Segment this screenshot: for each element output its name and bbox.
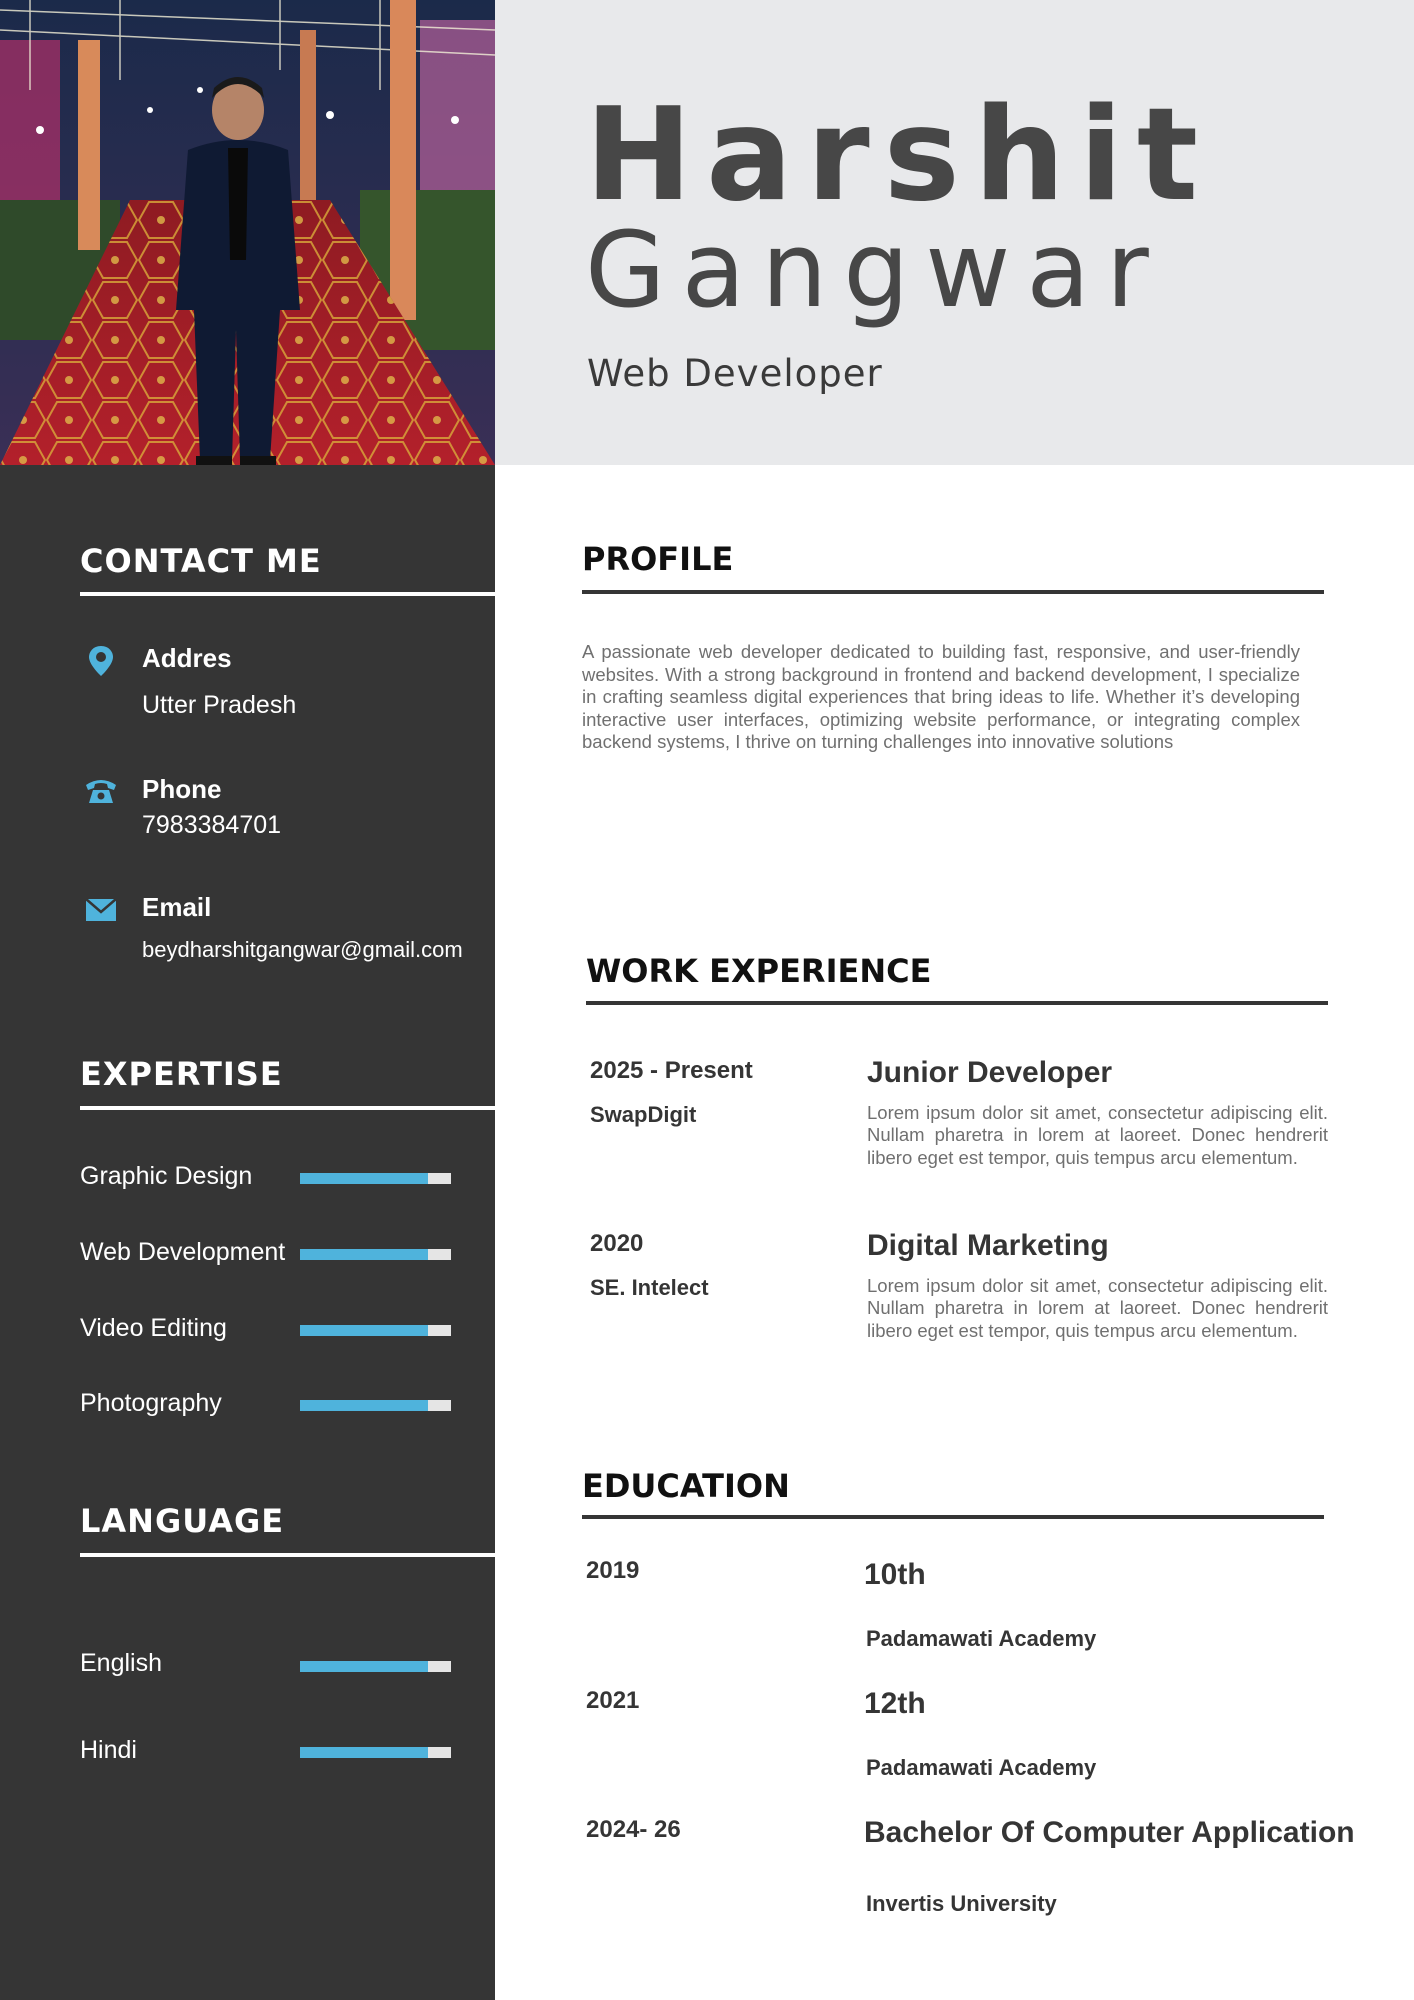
expertise-divider	[80, 1106, 495, 1110]
expertise-heading: EXPERTISE	[80, 1055, 283, 1093]
language-divider	[80, 1553, 495, 1557]
contact-divider	[80, 592, 495, 596]
job-title: Junior Developer	[867, 1056, 1113, 1089]
language-level-fill	[300, 1747, 428, 1758]
skill-level-fill	[300, 1173, 428, 1184]
language-level-bar	[300, 1747, 451, 1758]
education-divider	[582, 1515, 1324, 1519]
skill-level-bar	[300, 1400, 451, 1411]
education-year: 2021	[586, 1687, 640, 1714]
job-company: SE. Intelect	[590, 1275, 709, 1300]
phone-label: Phone	[142, 774, 222, 804]
language-label: English	[80, 1649, 162, 1677]
skill-level-bar	[300, 1325, 451, 1336]
skill-label: Graphic Design	[80, 1162, 253, 1190]
first-name: Harshit	[585, 81, 1212, 230]
language-level-fill	[300, 1661, 428, 1672]
skill-level-fill	[300, 1400, 428, 1411]
job-role: Web Developer	[587, 352, 883, 395]
education-year: 2024- 26	[586, 1816, 681, 1843]
education-heading: EDUCATION	[582, 1467, 790, 1505]
education-school: Padamawati Academy	[866, 1626, 1097, 1651]
skill-label: Photography	[80, 1389, 222, 1417]
job-date: 2025 - Present	[590, 1057, 753, 1084]
profile-photo	[0, 0, 495, 465]
education-degree: 12th	[864, 1687, 926, 1720]
profile-divider	[582, 590, 1324, 594]
education-school: Invertis University	[866, 1891, 1057, 1916]
telephone-icon	[84, 773, 118, 807]
profile-summary: A passionate web developer dedicated to building fast, responsive, and user-friendly websites. With a strong background in frontend and backend development, I specialize in crafting seamless digital experiences that bring ideas to life. Whether it’s developing interactive user interfaces, optimizing website performance, or integrating complex backend systems, I thrive on turning challenges into innovative solutions	[582, 641, 1300, 752]
contact-heading: CONTACT ME	[80, 542, 322, 580]
skill-label: Web Development	[80, 1238, 286, 1266]
job-title: Digital Marketing	[867, 1229, 1109, 1262]
job-date: 2020	[590, 1230, 644, 1257]
work-experience-heading: WORK EXPERIENCE	[586, 952, 932, 990]
work-experience-divider	[586, 1001, 1328, 1005]
language-level-bar	[300, 1661, 451, 1672]
email-value[interactable]: beydharshitgangwar@gmail.com	[142, 937, 463, 962]
envelope-icon	[84, 893, 118, 927]
resume-header	[495, 0, 1414, 465]
education-school: Padamawati Academy	[866, 1755, 1097, 1780]
education-degree: Bachelor Of Computer Application	[864, 1816, 1355, 1849]
language-label: Hindi	[80, 1736, 137, 1764]
education-year: 2019	[586, 1557, 640, 1584]
location-pin-icon	[84, 644, 118, 678]
language-heading: LANGUAGE	[80, 1502, 285, 1540]
address-label: Addres	[142, 643, 232, 673]
skill-level-fill	[300, 1249, 428, 1260]
email-label: Email	[142, 892, 212, 922]
skill-level-bar	[300, 1173, 451, 1184]
skill-level-bar	[300, 1249, 451, 1260]
job-description: Lorem ipsum dolor sit amet, consectetur adipiscing elit. Nullam pharetra in lorem at laoreet. Donec hendrerit libero eget est tempor, quis tempus arcu elementum.	[867, 1102, 1328, 1168]
skill-level-fill	[300, 1325, 428, 1336]
skill-label: Video Editing	[80, 1314, 227, 1342]
profile-heading: PROFILE	[582, 540, 734, 578]
last-name: Gangwar	[585, 209, 1165, 331]
address-value: Utter Pradesh	[142, 691, 297, 719]
education-degree: 10th	[864, 1558, 926, 1591]
sidebar	[0, 465, 495, 2000]
phone-value: 7983384701	[142, 811, 282, 839]
job-description: Lorem ipsum dolor sit amet, consectetur adipiscing elit. Nullam pharetra in lorem at laoreet. Donec hendrerit libero eget est tempor, quis tempus arcu elementum.	[867, 1275, 1328, 1341]
job-company: SwapDigit	[590, 1102, 697, 1127]
